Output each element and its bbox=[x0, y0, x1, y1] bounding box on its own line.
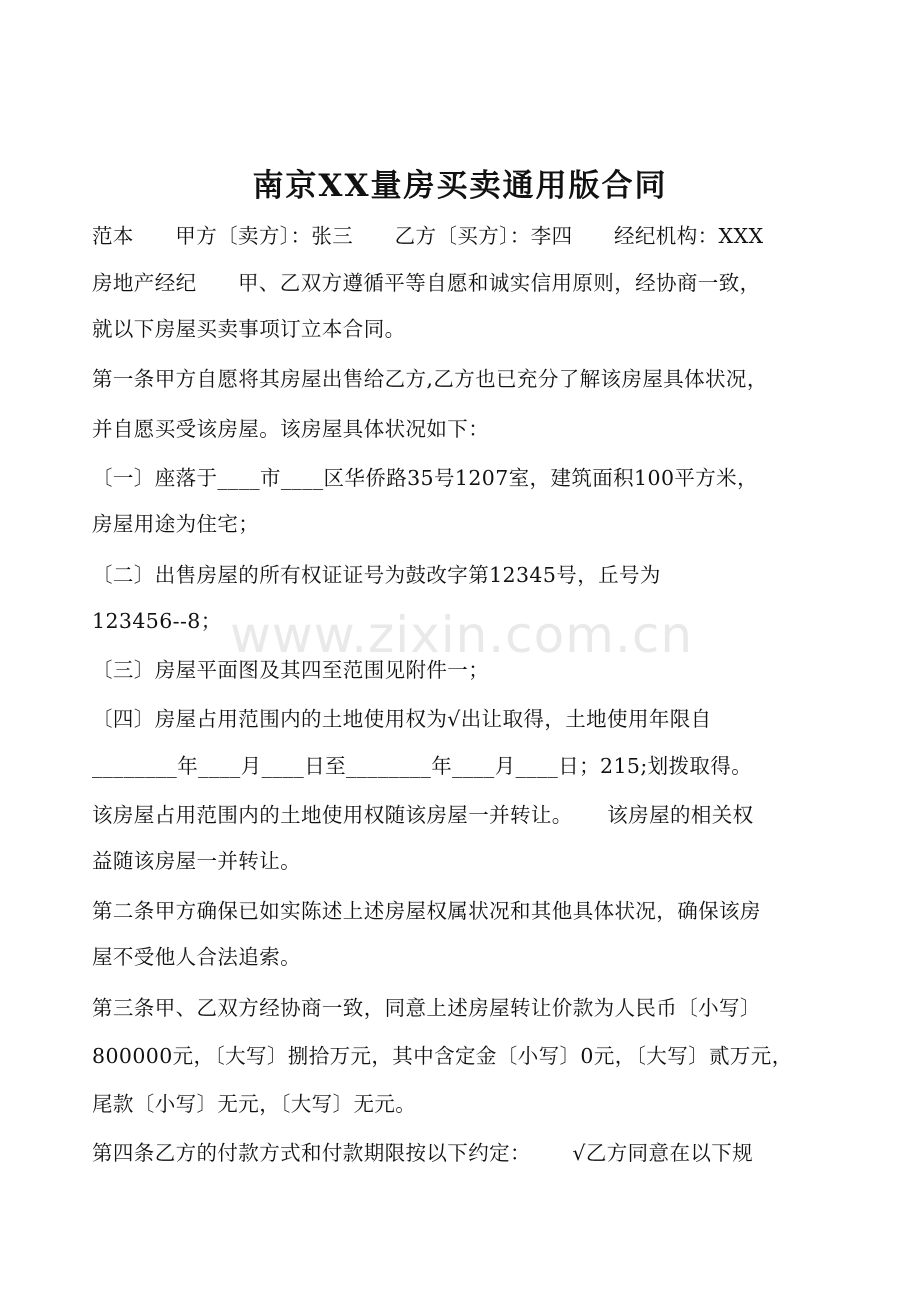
text-line-12: ________年____月____日至________年____月____日；215;划拨取得。 bbox=[92, 754, 753, 778]
text-line-5: 并自愿买受该房屋。该房屋具体状况如下： bbox=[92, 417, 490, 441]
document-title: 南京XX量房买卖通用版合同 bbox=[252, 168, 668, 204]
text-line-3: 就以下房屋买卖事项订立本合同。 bbox=[92, 317, 406, 341]
text-line-8: 〔二〕出售房屋的所有权证证号为鼓改字第12345号，丘号为 bbox=[92, 563, 661, 587]
text-line-9: 123456--8； bbox=[92, 609, 222, 633]
text-line-13: 该房屋占用范围内的土地使用权随该房屋一并转让。 该房屋的相关权 bbox=[92, 803, 754, 827]
text-line-16: 屋不受他人合法追索。 bbox=[92, 945, 301, 969]
text-line-20: 第四条乙方的付款方式和付款期限按以下约定： √乙方同意在以下规 bbox=[92, 1141, 754, 1165]
text-line-4: 第一条甲方自愿将其房屋出售给乙方,乙方也已充分了解该房屋具体状况， bbox=[92, 367, 768, 391]
text-line-15: 第二条甲方确保已如实陈述上述房屋权属状况和其他具体状况，确保该房 bbox=[92, 899, 761, 923]
text-line-18: 800000元，〔大写〕捌拾万元，其中含定金〔小写〕0元，〔大写〕贰万元， bbox=[92, 1044, 793, 1068]
text-line-17: 第三条甲、乙双方经协商一致，同意上述房屋转让价款为人民币〔小写〕 bbox=[92, 996, 761, 1020]
text-line-7: 房屋用途为住宅； bbox=[92, 512, 260, 536]
text-line-10: 〔三〕房屋平面图及其四至范围见附件一； bbox=[92, 658, 490, 682]
text-line-2: 房地产经纪 甲、乙双方遵循平等自愿和诚实信用原则，经协商一致， bbox=[92, 271, 761, 295]
text-line-14: 益随该房屋一并转让。 bbox=[92, 849, 301, 873]
text-line-11: 〔四〕房屋占用范围内的土地使用权为√出让取得，土地使用年限自 bbox=[92, 707, 712, 731]
watermark: www.zixin.com.cn bbox=[230, 606, 694, 664]
text-line-6: 〔一〕座落于____市____区华侨路35号1207室，建筑面积100平方米， bbox=[92, 466, 758, 490]
text-line-1: 范本 甲方〔卖方〕：张三 乙方〔买方〕：李四 经纪机构：XXX bbox=[92, 224, 764, 248]
text-line-19: 尾款〔小写〕无元，〔大写〕无元。 bbox=[92, 1092, 417, 1116]
